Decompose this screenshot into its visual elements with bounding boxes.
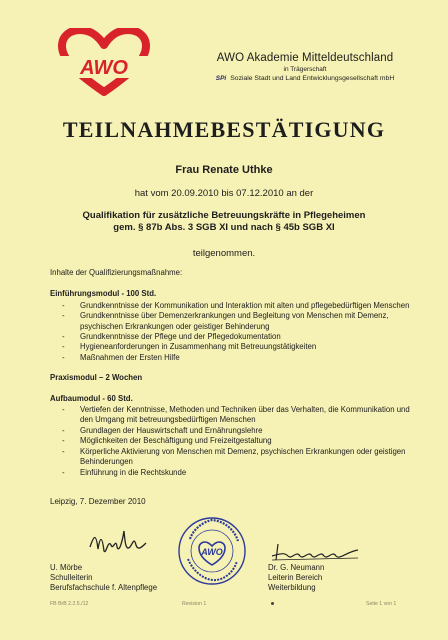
list-item: - Vertiefen der Kenntnisse, Methoden und Techniken über das Verhalten, die Kommunikation und den Umgang mit betreuungsbedürftigen Menschen (50, 405, 410, 426)
list-item: - Grundkenntnisse der Pflege und der Pflegedokumentation (50, 332, 410, 342)
signatory-name: Dr. G. Neumann (268, 563, 325, 572)
org-spi-line (180, 75, 430, 82)
logo-text: AWO (80, 57, 128, 79)
module-title: Einführungsmodul - 100 Std. (50, 289, 157, 299)
footer-page-number: Seite 1 von 1 (366, 601, 397, 607)
place-date: Leipzig, 7. Dezember 2010 (50, 497, 146, 506)
signatory-org: Berufsfachschule f. Altenpflege (50, 583, 158, 592)
module-title: Praxismodul – 2 Wochen (50, 373, 143, 383)
signatory-name: U. Mörbe (50, 563, 83, 572)
round-stamp (172, 515, 252, 587)
recipient-name: Frau Renate Uthke (175, 164, 273, 176)
list-item: - Möglichkeiten der Beschäftigung und Freizeitgestaltung (50, 436, 410, 446)
module-intro (50, 289, 410, 363)
awo-heart-logo (58, 28, 150, 98)
qualification-line-2: gem. § 87b Abs. 3 SGB XI und nach § 45b SGB XI (113, 222, 335, 233)
signatory-role: Leiterin Bereich (268, 573, 323, 582)
content-section (50, 266, 410, 488)
signatory-org: Weiterbildung (268, 583, 316, 592)
content-intro: Inhalte der Qualifizierungsmaßnahme: (50, 268, 183, 277)
list-item: - Körperliche Aktivierung von Menschen mit Demenz, psychischen Erkrankungen oder geistigen Behinderungen (50, 447, 410, 468)
list-item: - Grundlagen der Hauswirtschaft und Ernährungslehre (50, 426, 410, 436)
stamp-center-text: AWO (201, 547, 223, 557)
org-name: AWO Akademie Mitteldeutschland (216, 52, 394, 64)
module-practice (50, 373, 410, 383)
list-item: - Einführung in die Rechtskunde (50, 468, 410, 478)
completed-text: teilgenommen. (192, 248, 256, 259)
spi-text: Soziale Stadt und Land Entwicklungsgesellschaft mbH (230, 75, 395, 82)
signatory-role: Schulleiterin (50, 573, 93, 582)
list-item: - Hygieneanforderungen in Zusammenhang mit Betreuungstätigkeiten (50, 342, 410, 352)
qualification-line-1: Qualifikation für zusätzliche Betreuungskräfte in Pflegeheimen (82, 210, 366, 221)
signatory-left (50, 563, 157, 593)
footer-doc-code: FB BrB 2.2.5./12 (50, 601, 89, 607)
dates-line: hat vom 20.09.2010 bis 07.12.2010 an der (134, 188, 314, 199)
list-item: - Maßnahmen der Ersten Hilfe (50, 353, 410, 363)
signatory-right (268, 563, 324, 593)
list-item: - Grundkenntnisse der Kommunikation und Interaktion mit alten und pflegebedürftigen Menschen (50, 301, 410, 311)
org-header (180, 52, 430, 82)
module-advanced (50, 394, 410, 478)
list-item: - Grundkenntnisse über Demenzerkrankungen und Begleitung von Menschen mit Demenz, psychischen Erkrankungen oder geistiger Behinderung (50, 311, 410, 332)
footer-revision: Revision 1 (182, 601, 207, 607)
document-title: TEILNAHMEBESTÄTIGUNG (62, 117, 386, 142)
qualification-title (0, 210, 448, 234)
signature-left (86, 525, 156, 559)
spi-mark: SPi (215, 75, 227, 82)
footer-dot (271, 602, 274, 605)
org-sub: in Trägerschaft (283, 66, 327, 73)
signature-right (270, 540, 362, 562)
module-title: Aufbaumodul - 60 Std. (50, 393, 133, 403)
